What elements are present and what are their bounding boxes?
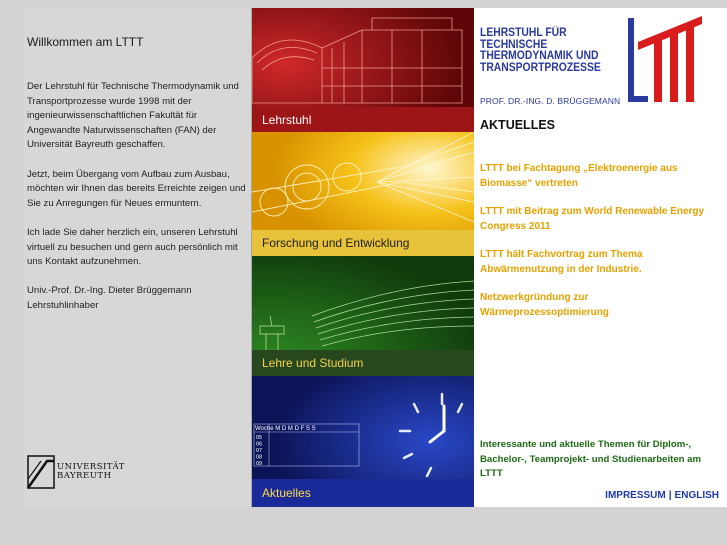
chair-title — [480, 28, 601, 74]
page-frame — [24, 8, 727, 507]
welcome-panel — [24, 8, 252, 507]
chair-title-line: TRANSPORTPROZESSE — [480, 61, 601, 74]
welcome-paragraph: Jetzt, beim Übergang vom Aufbau zum Ausbau, möchten wir Ihnen das bereits Erreichte zeigen und Sie zu Anregungen für Neues ermuntern. — [27, 168, 246, 209]
welcome-title: Willkommen am LTTT — [27, 35, 144, 49]
news-list — [480, 162, 720, 334]
chair-title-line: TECHNISCHE — [480, 38, 548, 51]
tile-lehrstuhl[interactable] — [252, 8, 474, 132]
calendar-header: Woche M D M D F S S — [255, 426, 316, 432]
calendar-week-number: 05 — [256, 435, 263, 441]
footer-separator: | — [668, 490, 672, 501]
lttt-logo-icon[interactable] — [626, 12, 702, 104]
tile-lehre[interactable] — [252, 256, 474, 376]
news-item[interactable]: LTTT bei Fachtagung „Elektroenergie aus Biomasse“ vertreten — [480, 163, 678, 189]
news-title: AKTUELLES — [480, 118, 555, 132]
news-item[interactable]: LTTT hält Fachvortrag zum Thema Abwärmenutzung in der Industrie. — [480, 249, 643, 275]
signature-name: Univ.-Prof. Dr.-Ing. Dieter Brüggemann — [27, 285, 192, 297]
tile-label: Forschung und Entwicklung — [252, 230, 474, 256]
signature-role: Lehrstuhlinhaber — [27, 299, 99, 311]
thesis-topics-note[interactable]: Interessante und aktuelle Themen für Diplom-, Bachelor-, Teamprojekt- und Studienarbeiten am LTTT — [480, 439, 702, 480]
tile-aktuelles[interactable] — [252, 376, 474, 507]
news-item[interactable]: Netzwerkgründung zur Wärmeprozessoptimierung — [480, 292, 609, 318]
tile-label: Lehre und Studium — [252, 350, 474, 376]
professor-name: PROF. DR.-ING. D. BRÜGGEMANN — [480, 96, 621, 106]
impressum-link[interactable]: IMPRESSUM — [605, 490, 666, 501]
english-link[interactable]: ENGLISH — [674, 490, 719, 501]
welcome-text — [27, 80, 249, 314]
tile-forschung[interactable] — [252, 132, 474, 256]
calendar-week-number: 06 — [256, 441, 263, 448]
tile-label: Aktuelles — [252, 479, 474, 507]
welcome-paragraph: Der Lehrstuhl für Technische Thermodynamik und Transportprozesse wurde 1998 mit der ingenieurwissenschaftlichen Fakultät für Angewandte Naturwissenschaften (FAN) der Universität Bayreuth geschaffen. — [27, 81, 239, 151]
university-name-line1: UNIVERSITÄT — [57, 462, 125, 472]
calendar-week-number: 09 — [256, 461, 263, 467]
chair-title-line: LEHRSTUHL FÜR — [480, 27, 567, 39]
university-name-line2: BAYREUTH — [57, 471, 112, 481]
footer-links — [605, 490, 719, 501]
navigation-tiles — [252, 8, 474, 507]
calendar-week-number: 07 — [256, 448, 263, 454]
university-mark-icon — [27, 455, 55, 489]
chair-title-line: THERMODYNAMIK UND — [480, 50, 599, 62]
calendar-week-number: 08 — [256, 454, 263, 461]
tile-label: Lehrstuhl — [252, 107, 474, 132]
university-logo[interactable] — [27, 455, 125, 489]
welcome-paragraph: Ich lade Sie daher herzlich ein, unseren Lehrstuhl virtuell zu besuchen und gern auch persönlich mit uns Kontakt aufzunehmen. — [27, 226, 238, 268]
news-item[interactable]: LTTT mit Beitrag zum World Renewable Energy Congress 2011 — [480, 206, 705, 232]
news-panel — [476, 8, 727, 507]
